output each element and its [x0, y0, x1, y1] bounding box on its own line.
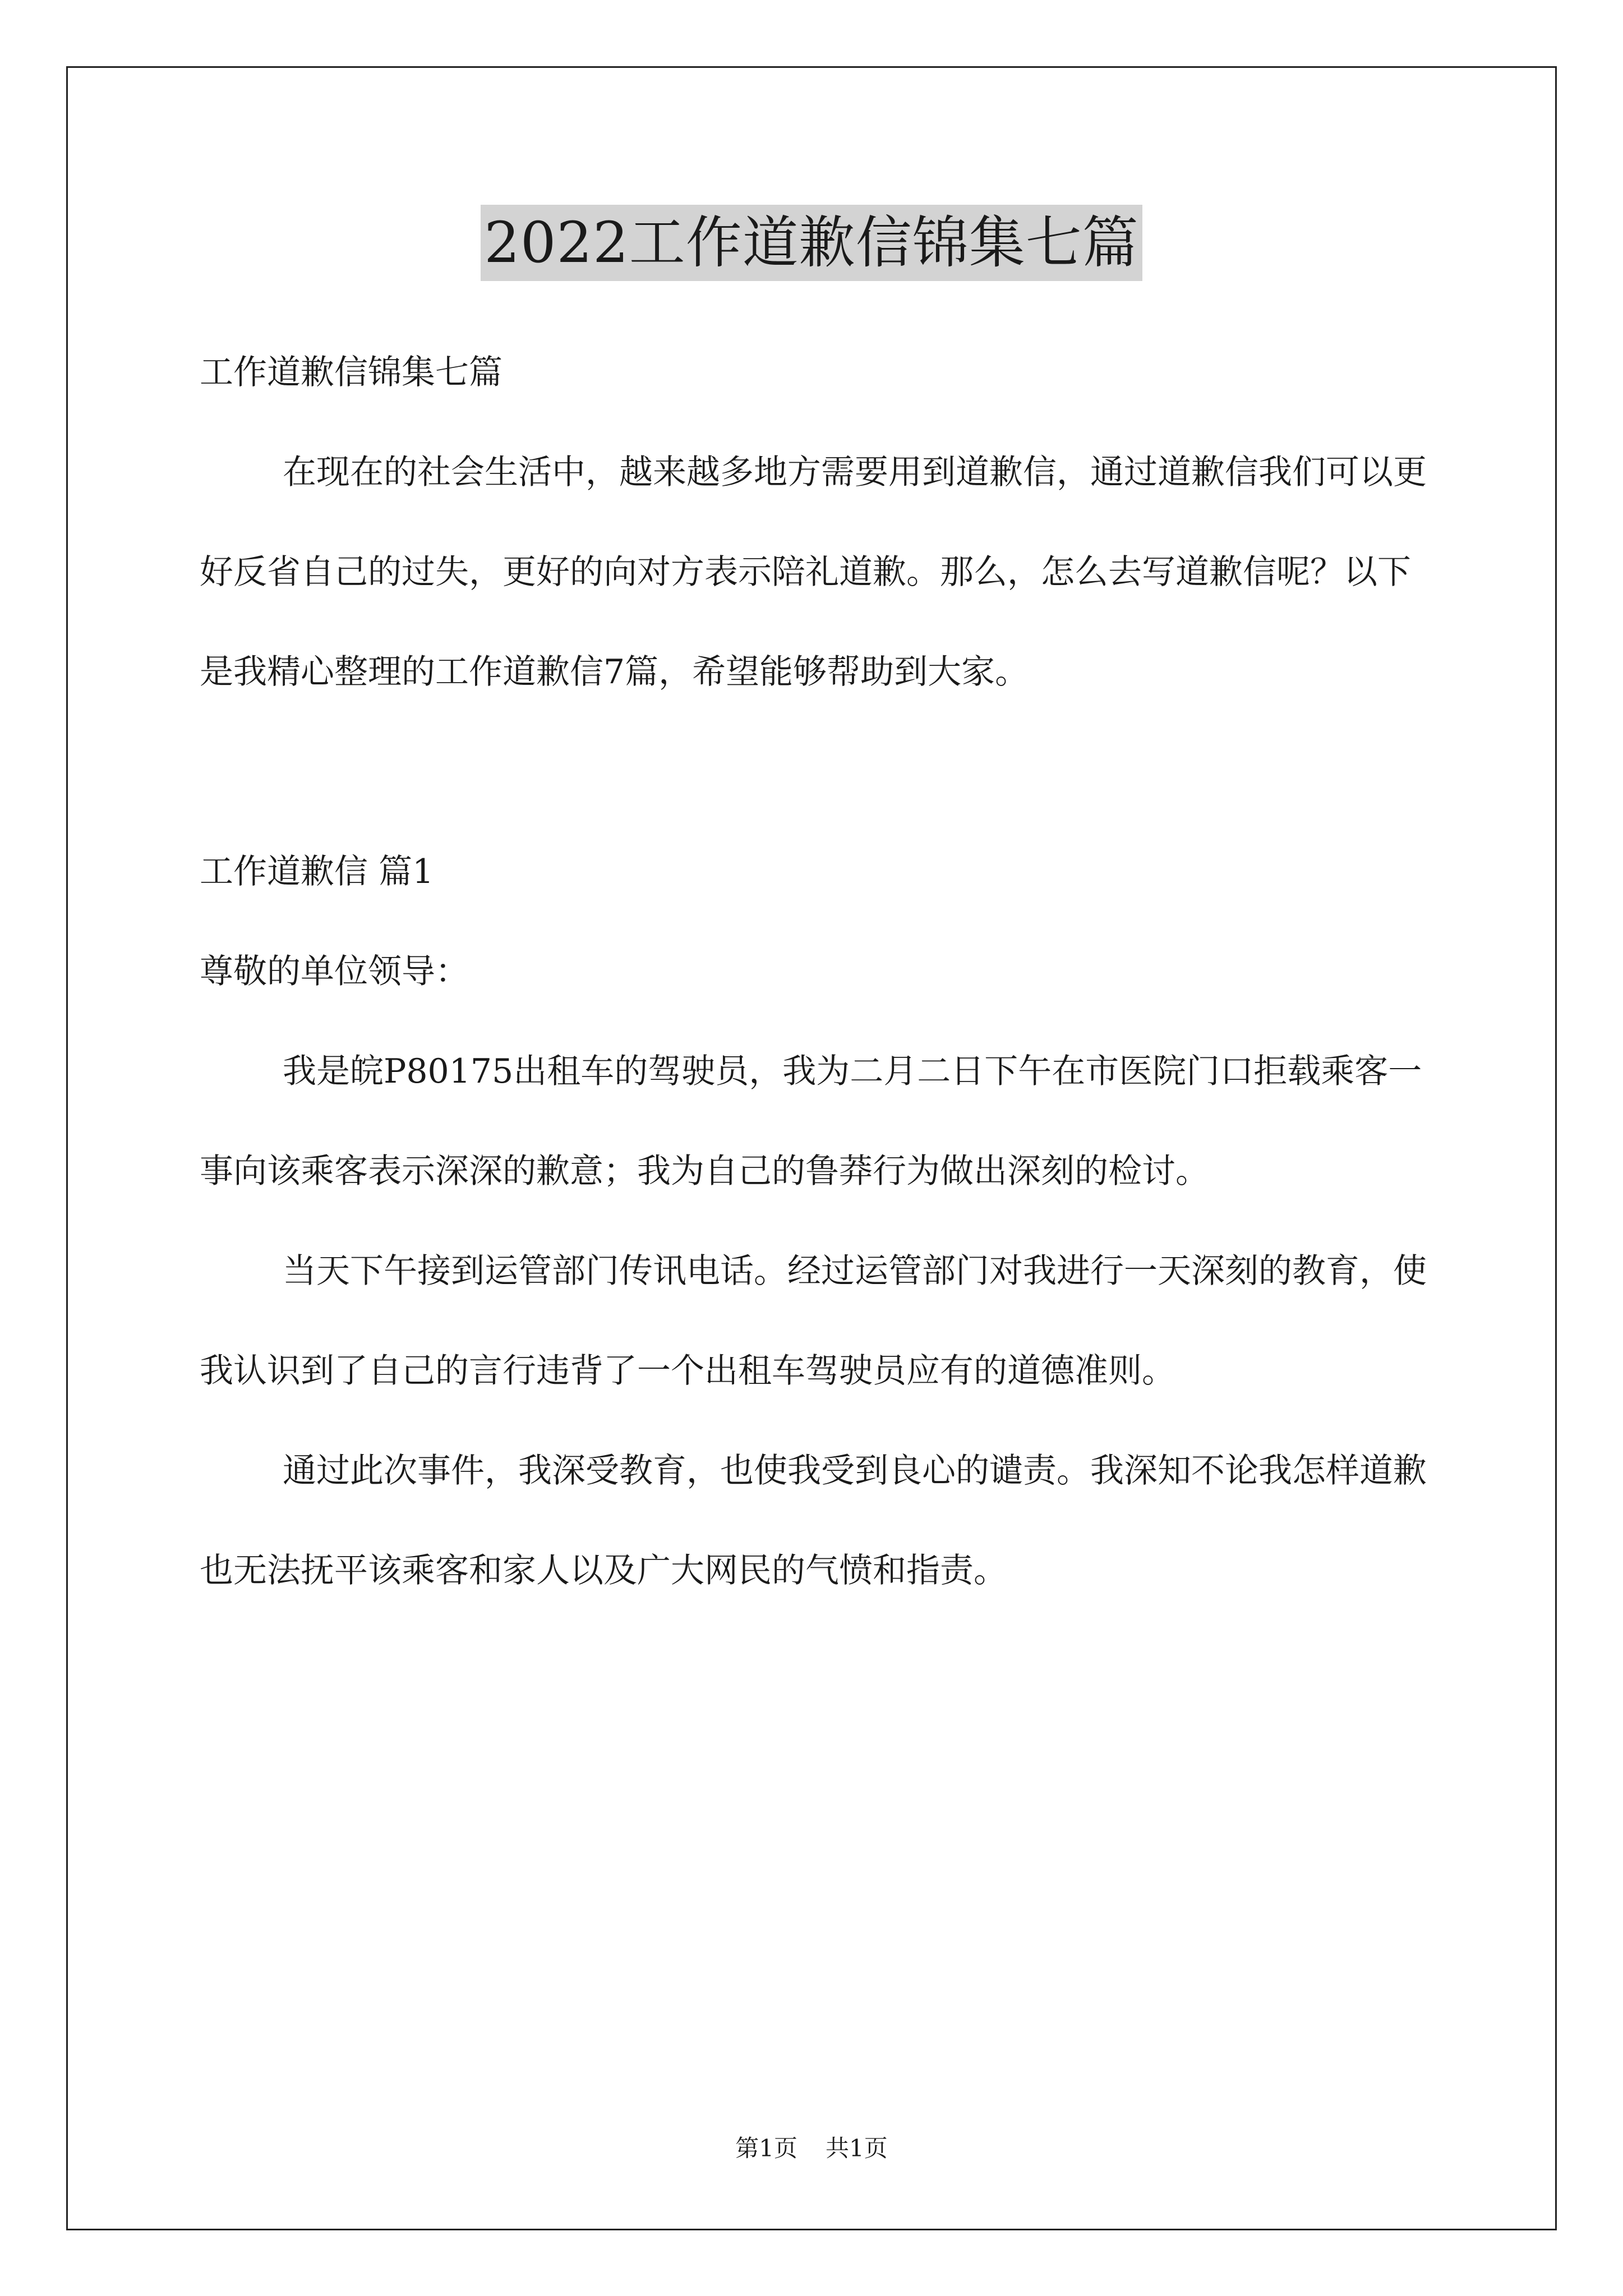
body-paragraph: 我是皖P80175出租车的驾驶员，我为二月二日下午在市医院门口拒载乘客一事向该乘客表示深深的歉意；我为自己的鲁莽行为做出深刻的检讨。 [200, 1052, 1422, 1191]
document-body [200, 323, 1433, 1621]
document-subtitle: 工作道歉信锦集七篇 [200, 353, 502, 392]
document-title: 2022工作道歉信锦集七篇 [481, 205, 1142, 281]
section-spacer [200, 722, 1433, 822]
page-total: 共1页 [826, 2134, 888, 2162]
title-container [0, 205, 1623, 281]
body-paragraph: 当天下午接到运管部门传讯电话。经过运管部门对我进行一天深刻的教育，使我认识到了自己的言行违背了一个出租车驾驶员应有的道德准则。 [200, 1251, 1427, 1391]
intro-paragraph: 在现在的社会生活中，越来越多地方需要用到道歉信，通过道歉信我们可以更好反省自己的过失，更好的向对方表示陪礼道歉。那么，怎么去写道歉信呢？以下是我精心整理的工作道歉信7篇，希望能够帮助到大家。 [200, 453, 1427, 692]
section-heading: 工作道歉信 篇1 [200, 852, 434, 891]
body-paragraph: 通过此次事件，我深受教育，也使我受到良心的谴责。我深知不论我怎样道歉也无法抚平该乘客和家人以及广大网民的气愤和指责。 [200, 1451, 1427, 1590]
page-number: 第1页 [735, 2134, 797, 2162]
page-footer [0, 2132, 1623, 2165]
letter-salutation: 尊敬的单位领导： [200, 952, 469, 991]
